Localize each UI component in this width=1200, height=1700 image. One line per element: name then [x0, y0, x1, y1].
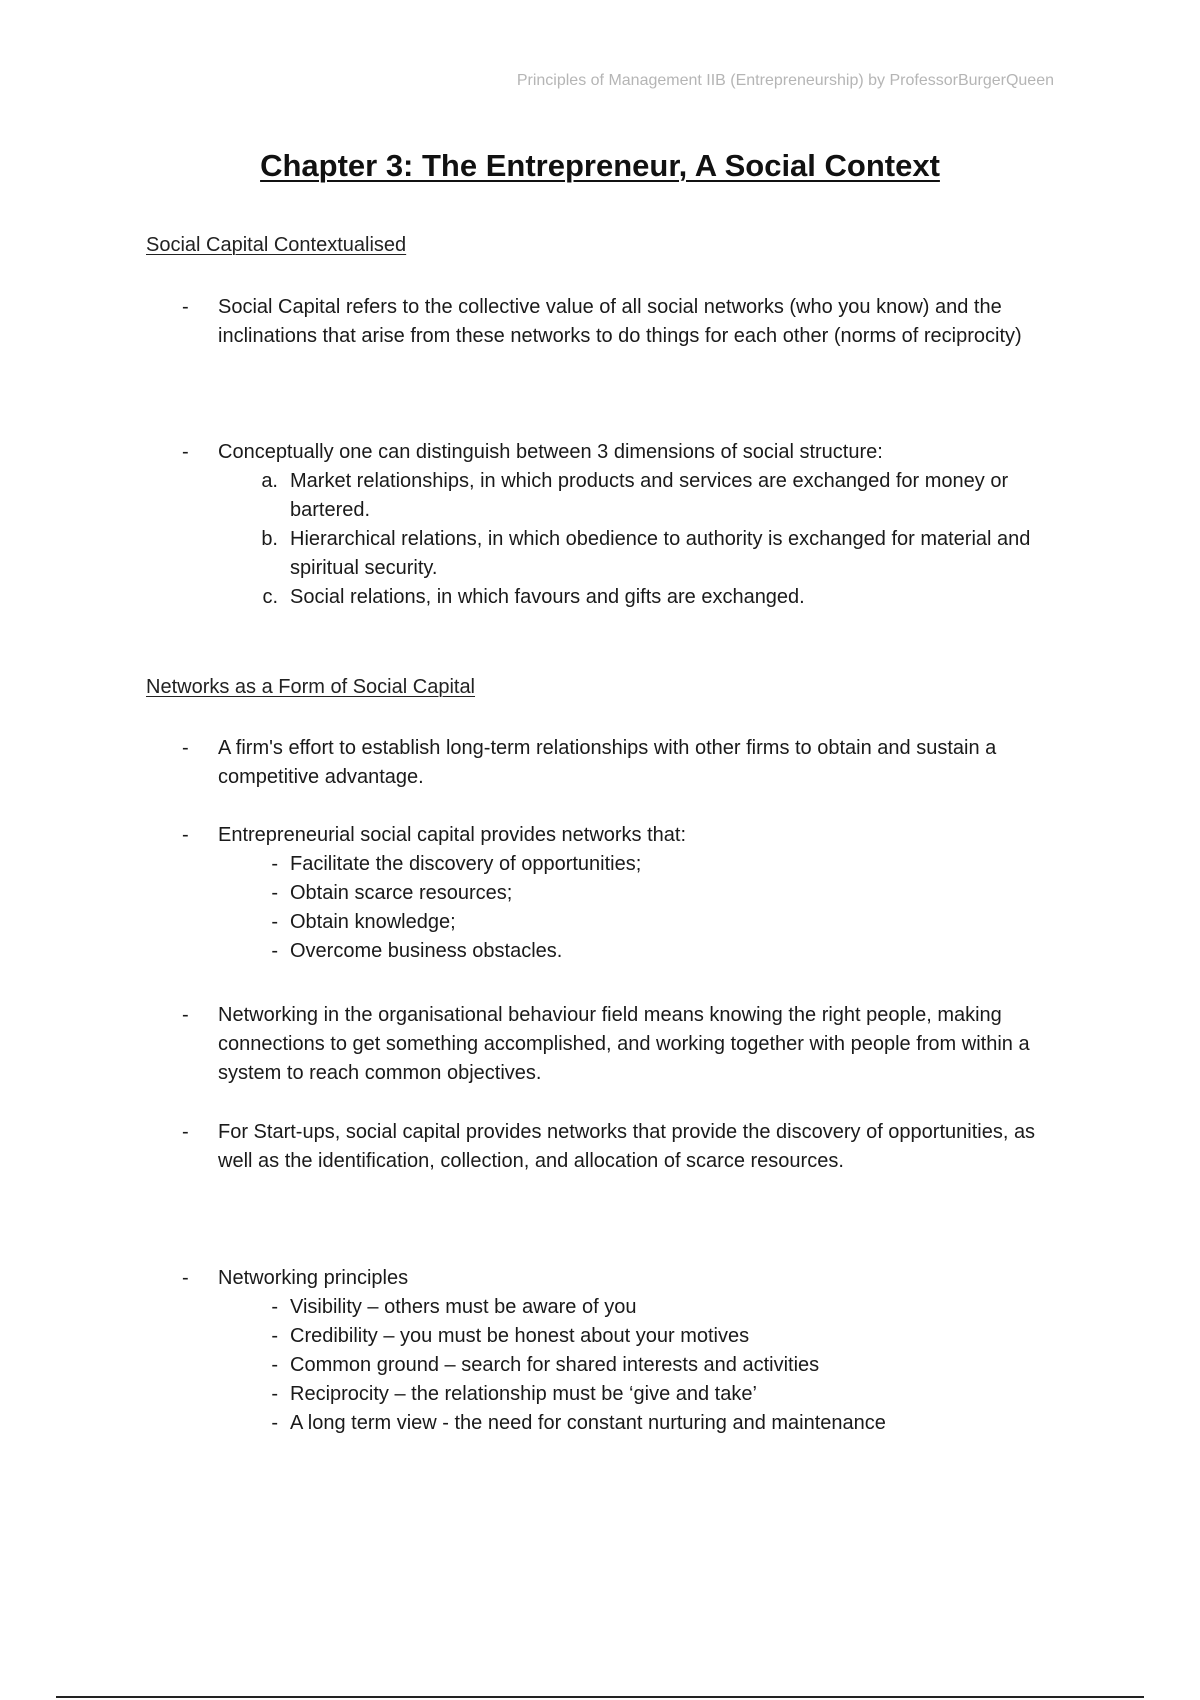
list-item: [254, 879, 1062, 908]
list-item-text: A long term view - the need for constant nurturing and maintenance: [290, 1412, 886, 1434]
bullet-text: Social Capital refers to the collective value of all social networks (who you know) and the inclinations that arise from these networks to do things for each other (norms of reciprocity): [218, 296, 1022, 347]
bullet-entrepreneurial-social-capital: [182, 821, 1062, 966]
bullet-networking-principles: [182, 1264, 1062, 1438]
bullet-dash: -: [182, 441, 189, 463]
list-marker: b.: [261, 528, 278, 550]
list-item-text: Overcome business obstacles.: [290, 940, 563, 962]
dimensions-list: [254, 467, 1062, 612]
list-marker: -: [271, 911, 278, 933]
bullet-text: Conceptually one can distinguish between 3 dimensions of social structure:: [218, 441, 883, 463]
list-item: [254, 1293, 1062, 1322]
list-item-text: Market relationships, in which products and services are exchanged for money or bartered.: [290, 470, 1009, 521]
bullet-dash: -: [182, 737, 189, 759]
bullet-dash: -: [182, 296, 189, 318]
list-marker: -: [271, 1296, 278, 1318]
page-bottom-divider: [56, 1696, 1144, 1698]
bullet-text: A firm's effort to establish long-term relationships with other firms to obtain and sustain a competitive advantage.: [218, 737, 997, 788]
networks-benefits-list: [254, 850, 1062, 966]
list-item-text: Facilitate the discovery of opportunities;: [290, 853, 642, 875]
list-item-text: Obtain scarce resources;: [290, 882, 513, 904]
bullet-social-structure-dimensions: [182, 438, 1062, 612]
bullet-text: For Start-ups, social capital provides networks that provide the discovery of opportunities, as well as the identification, collection, and allocation of scarce resources.: [218, 1121, 1036, 1172]
list-item-text: Credibility – you must be honest about your motives: [290, 1325, 750, 1347]
list-item-text: Hierarchical relations, in which obedience to authority is exchanged for material and spiritual security.: [290, 528, 1031, 579]
bullet-dash: -: [182, 824, 189, 846]
bullet-social-capital-definition: [182, 293, 1062, 351]
list-item-text: Reciprocity – the relationship must be ‘give and take’: [290, 1383, 757, 1405]
bullet-text: Networking principles: [218, 1267, 409, 1289]
bullet-text: Entrepreneurial social capital provides networks that:: [218, 824, 687, 846]
list-item-text: Obtain knowledge;: [290, 911, 456, 933]
bullet-dash: -: [182, 1121, 189, 1143]
list-item: [254, 908, 1062, 937]
section-heading-social-capital: Social Capital Contextualised: [146, 234, 407, 256]
list-item: [254, 1322, 1062, 1351]
networking-principles-list: [254, 1293, 1062, 1438]
bullet-dash: -: [182, 1004, 189, 1026]
list-marker: -: [271, 1354, 278, 1376]
list-marker: a.: [261, 470, 278, 492]
page-title: Chapter 3: The Entrepreneur, A Social Context: [260, 148, 940, 183]
bullet-dash: -: [182, 1267, 189, 1289]
header-note: Principles of Management IIB (Entrepreneurship) by ProfessorBurgerQueen: [516, 72, 1054, 89]
list-marker: -: [271, 940, 278, 962]
list-item: [254, 467, 1062, 525]
list-item: [254, 1409, 1062, 1438]
list-item: [254, 583, 1062, 612]
list-marker: c.: [262, 586, 278, 608]
list-marker: -: [271, 853, 278, 875]
bullet-start-ups: [182, 1118, 1062, 1176]
bullet-firm-effort: [182, 734, 1062, 792]
list-item: [254, 937, 1062, 966]
bullet-text: Networking in the organisational behaviour field means knowing the right people, making connections to get something accomplished, and working together with people from within a system to reach common objectives.: [218, 1004, 1030, 1084]
list-item: [254, 1351, 1062, 1380]
list-marker: -: [271, 1383, 278, 1405]
list-item-text: Common ground – search for shared interests and activities: [290, 1354, 820, 1376]
list-item: [254, 1380, 1062, 1409]
list-item: [254, 850, 1062, 879]
bullet-networking-definition: [182, 1001, 1062, 1088]
list-marker: -: [271, 1412, 278, 1434]
list-marker: -: [271, 882, 278, 904]
list-item: [254, 525, 1062, 583]
list-item-text: Social relations, in which favours and gifts are exchanged.: [290, 586, 805, 608]
section-heading-networks: Networks as a Form of Social Capital: [146, 676, 476, 698]
list-item-text: Visibility – others must be aware of you: [290, 1296, 637, 1318]
list-marker: -: [271, 1325, 278, 1347]
